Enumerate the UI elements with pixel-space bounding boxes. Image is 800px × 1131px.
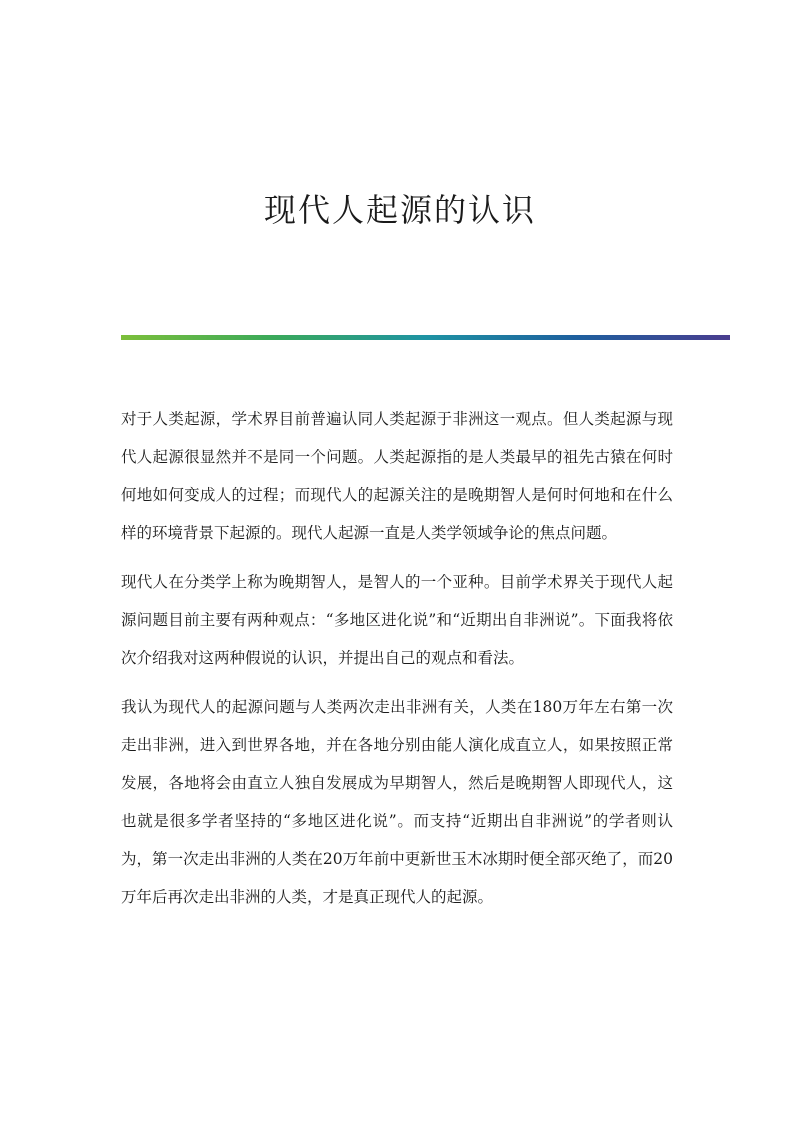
paragraph-2: 现代人在分类学上称为晚期智人，是智人的一个亚种。目前学术界关于现代人起源问题目前主要有两种观点：“多地区进化说”和“近期出自非洲说”。下面我将依次介绍我对这两种假说的认识，并提出自己的观点和看法。 xyxy=(121,573,673,667)
page-title: 现代人起源的认识 xyxy=(263,191,536,229)
paragraph-3: 我认为现代人的起源问题与人类两次走出非洲有关，人类在180万年左右第一次走出非洲，进入到世界各地，并在各地分别由能人演化成直立人，如果按照正常发展，各地将会由直立人独自发展成为早期智人，然后是晚期智人即现代人，这也就是很多学者坚持的“多地区进化说”。而支持“近期出自非洲说”的学者则认为，第一次走出非洲的人类在20万年前中更新世玉木冰期时便全部灭绝了，而20万年后再次走出非洲的人类，才是真正现代人的起源。 xyxy=(121,698,673,906)
document-body xyxy=(121,400,673,927)
paragraph-1: 对于人类起源，学术界目前普遍认同人类起源于非洲这一观点。但人类起源与现代人起源很显然并不是同一个问题。人类起源指的是人类最早的祖先古猿在何时何地如何变成人的过程；而现代人的起源关注的是晚期智人是何时何地和在什么样的环境背景下起源的。现代人起源一直是人类学领域争论的焦点问题。 xyxy=(121,410,673,542)
title-divider xyxy=(121,335,730,340)
